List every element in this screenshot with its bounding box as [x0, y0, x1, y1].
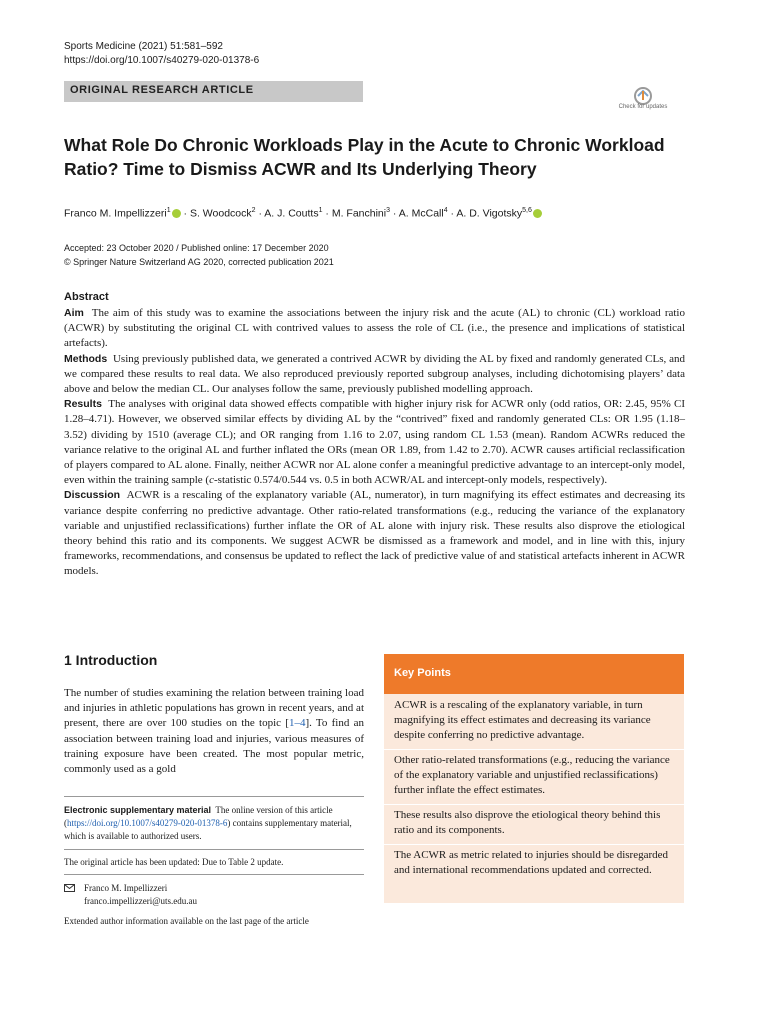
author-separator: · — [322, 207, 332, 220]
author-separator: · — [390, 207, 399, 220]
abstract-results-c: c — [209, 474, 214, 487]
author-list — [64, 203, 724, 222]
orcid-icon[interactable] — [172, 209, 181, 218]
abstract-discussion — [64, 488, 685, 579]
check-for-updates-label: Check for updates — [618, 104, 668, 110]
abstract-results — [64, 397, 685, 488]
key-point-divider — [384, 804, 684, 805]
author-name[interactable]: A. McCall — [398, 207, 444, 220]
corresponding-author-name: Franco M. Impellizzeri — [84, 883, 168, 893]
envelope-icon — [64, 884, 75, 892]
esm-text-a: The online version of this article ( — [64, 805, 333, 828]
footnote-divider — [64, 796, 364, 797]
abstract-discussion-label: Discussion — [64, 489, 121, 502]
intro-citation-link[interactable]: 1–4 — [288, 717, 306, 730]
abstract-aim-text: The aim of this study was to examine the associations between the injury risk and the acute (AL) to chronic (CL) workload ratio (ACWR) by substituting the original CL with contrived values to assess the role of CL (i.e., the presence and implications of statistical artefacts). — [64, 307, 685, 350]
author-affiliation-number: 1 — [318, 207, 323, 214]
abstract-results-tail: -statistic 0.574/0.544 vs. 0.5 in both ACWR/AL and intercept-only models, respectively). — [214, 474, 608, 487]
author-name[interactable]: A. J. Coutts — [264, 207, 319, 220]
author-name[interactable]: S. Woodcock — [189, 207, 252, 220]
introduction-heading: 1 Introduction — [64, 652, 158, 668]
abstract-aim — [64, 306, 685, 352]
author-affiliation-number: 4 — [443, 207, 448, 214]
article-title: What Role Do Chronic Workloads Play in the Acute to Chronic Workload Ratio? Time to Dismiss ACWR and Its Underlying Theory — [64, 135, 665, 179]
introduction-paragraph — [64, 686, 364, 777]
author-separator: · — [255, 207, 265, 220]
abstract-heading: Abstract — [64, 291, 109, 303]
article-type-label: ORIGINAL RESEARCH ARTICLE — [70, 84, 254, 96]
article-doi[interactable]: https://doi.org/10.1007/s40279-020-01378-6 — [64, 55, 260, 66]
key-point-item: These results also disprove the etiological theory behind this ratio and its components. — [394, 809, 661, 837]
key-points-title: Key Points — [394, 667, 451, 679]
abstract-results-label: Results — [64, 398, 102, 411]
supplementary-material-note — [64, 804, 364, 843]
abstract-methods-label: Methods — [64, 352, 108, 365]
corresponding-author-email[interactable]: franco.impellizzeri@uts.edu.au — [84, 896, 197, 906]
author-name[interactable]: M. Fanchini — [331, 207, 387, 220]
esm-label: Electronic supplementary material — [64, 805, 212, 815]
publication-dates: Accepted: 23 October 2020 / Published online: 17 December 2020 — [64, 243, 329, 253]
author-separator: · — [180, 207, 190, 220]
abstract-methods — [64, 352, 685, 398]
author-affiliation-number: 3 — [386, 207, 391, 214]
author-affiliation-number: 5,6 — [522, 207, 532, 214]
author-separator: · — [447, 207, 457, 220]
extended-author-info: Extended author information available on the last page of the article — [64, 916, 309, 926]
journal-citation: Sports Medicine (2021) 51:581–592 — [64, 41, 223, 52]
abstract-body — [64, 306, 685, 580]
key-point-divider — [384, 749, 684, 750]
key-point-item: Other ratio-related transformations (e.g., reducing the variance of the explanatory variable and unjustified reclassifications) further inflate the effect estimates. — [394, 754, 670, 797]
intro-text-b: ]. To find an association between training load and injuries, various measures of training exposure have been created. The most popular metric, commonly used as a gold — [64, 717, 364, 776]
update-note: The original article has been updated: Due to Table 2 update. — [64, 857, 284, 867]
key-point-divider — [384, 844, 684, 845]
author-name[interactable]: A. D. Vigotsky — [456, 207, 523, 220]
key-point-item: The ACWR as metric related to injuries should be disregarded and international recommendations updated and corrected. — [394, 849, 669, 877]
orcid-icon[interactable] — [533, 209, 542, 218]
footnote-divider — [64, 874, 364, 875]
intro-text-a: The number of studies examining the relation between training load and injuries in athletic populations has grown in recent years, and at present, there are over 100 studies on the topic [ — [64, 687, 364, 730]
esm-text-b: ) contains supplementary material, which is available to authorized users. — [64, 818, 352, 841]
abstract-results-text: The analyses with original data showed effects compatible with higher injury risk for ACWR only (odd ratios, OR: 2.45, 95% CI 1.28–4.71). However, we observed similar effects by dividing AL by the “contrived” fixed and randomly generated CLs: OR 1.95 (1.18–3.52) dividing by 1510 (average CL); and OR ranging from 1.16 to 2.07, using random CL 1.53 (mean). Random ACWRs reduced the variance relative to the original AL and further inflated the ORs (mean OR 1.89, from 1.42 to 2.70). ACWR causes artificial reclassification of players compared to AL alone. Finally, neither ACWR nor AL alone confer a meaningful predictive advantage to an intercept-only model, even within the training sample ( — [64, 398, 685, 487]
copyright-notice: © Springer Nature Switzerland AG 2020, corrected publication 2021 — [64, 257, 334, 267]
author-affiliation-number: 1 — [166, 207, 171, 214]
abstract-discussion-text: ACWR is a rescaling of the explanatory variable (AL, numerator), in turn magnifying its effect estimates and decreasing its variance despite conferring no predictive advantage. Other ratio-related transformations (e.g., reducing the variance of the explanatory variable and unjustified reclassifications) further inflate the OR of AL alone with injury risk. These results also disprove the etiological theory behind this ratio and its components. We suggest ACWR be dismissed as a framework and model, and in line with this, injury frameworks, recommendations, and consensus be updated to reflect the lack of predictive value of and statistical artefacts inherent in ACWR models. — [64, 489, 685, 578]
author-name[interactable]: Franco M. Impellizzeri — [64, 207, 167, 220]
key-point-item: ACWR is a rescaling of the explanatory variable, in turn magnifying its effect estimates and decreasing its variance despite conferring no predictive advantage. — [394, 699, 651, 742]
abstract-aim-label: Aim — [64, 307, 84, 319]
author-affiliation-number: 2 — [251, 207, 256, 214]
abstract-methods-text: Using previously published data, we generated a contrived ACWR by dividing the AL by fixed and randomly generated CLs, and we compared these results to real data. We also reproduced previously reported subgroup analyses, including dichotomising players’ data above and below the median CL. Our analyses follow the same, previously published modelling approach. — [64, 352, 686, 396]
footnote-divider — [64, 849, 364, 850]
esm-link[interactable]: https://doi.org/10.1007/s40279-020-01378-6 — [67, 818, 228, 828]
